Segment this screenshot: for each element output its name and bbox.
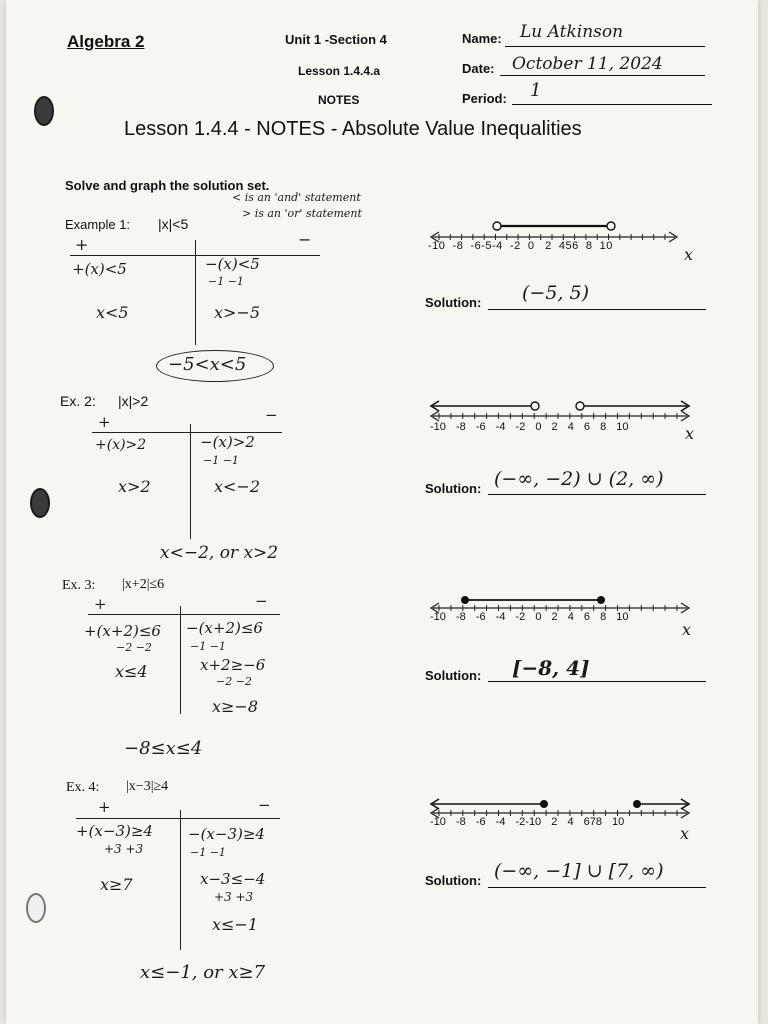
example-4-axis-var: x [680,824,690,843]
period-underline [512,104,712,105]
axis-label: 2 [551,421,558,433]
example-3-combined: −8≤x≤4 [124,738,203,759]
example-1-right-step-2: −1 −1 [208,275,244,288]
example-1-problem: |x|<5 [158,216,189,232]
example-3-left-step-2: −2 −2 [116,641,152,654]
period-value: 1 [530,80,542,101]
course-title: Algebra 2 [67,32,145,51]
example-4-table-vline [180,810,181,950]
axis-label: -10 [430,421,446,433]
example-2-label: Ex. 2: [60,393,96,409]
example-2-problem: |x|>2 [118,393,149,409]
instruction: Solve and graph the solution set. [65,178,270,193]
example-2-axis-labels [430,421,690,433]
example-3-solution-underline [488,681,706,682]
example-1-solution: (−5, 5) [522,282,590,304]
example-1-note-or: > is an 'or' statement [242,207,362,220]
axis-label: 4 [567,421,574,433]
axis-label: 0 [535,611,542,623]
example-3-table-vline [180,606,181,714]
example-2-combined: x<−2, or x>2 [160,543,279,563]
example-1-axis-var: x [684,245,694,264]
axis-label: 10 [599,240,613,252]
example-4-problem: |x−3|≥4 [126,779,169,794]
name-underline [505,46,705,47]
axis-label: -6 [475,421,486,433]
example-1-label: Example 1: [65,217,131,232]
example-1-axis-labels [428,240,688,252]
axis-label: -4 [495,421,506,433]
axis-label: 10 [616,421,629,433]
axis-label: 10 [616,611,629,623]
example-1-solution-underline [488,309,706,310]
axis-label: 6 [583,421,591,433]
axis-label: -2-10 [515,816,542,828]
example-4-table-hline [76,818,280,819]
axis-label: -6 [475,816,486,828]
example-1-table-vline [195,240,196,345]
axis-label: -10 [430,611,446,623]
axis-label: -8 [455,421,466,433]
example-2-solution: (−∞, −2) ∪ (2, ∞) [494,468,664,490]
axis-label: 678 [583,816,602,828]
example-4-solution-label: Solution: [425,873,482,888]
example-3-right-step-5: x≥−8 [212,697,259,716]
example-2-solution-underline [488,494,706,495]
example-1-plus: + [75,235,89,254]
axis-label: 6 [583,611,591,623]
example-1-note-and: < is an 'and' statement [232,191,361,204]
doc-type: NOTES [318,93,360,107]
axis-label: 2 [551,611,558,623]
example-2-plus: + [98,413,111,431]
axis-label: 10 [612,816,625,828]
example-2-axis-var: x [685,424,695,443]
example-3-solution: [−8, 4] [512,656,590,680]
example-1-right-step-3: x>−5 [214,303,261,322]
example-1-left-step-1: +(x)<5 [72,260,127,278]
example-3-right-step-4: −2 −2 [216,675,252,688]
axis-label: -10 [430,816,446,828]
axis-label: 8 [585,240,593,252]
date-underline [500,75,705,76]
example-3-solution-label: Solution: [425,668,482,683]
axis-label: -8 [452,240,464,252]
example-2-solution-label: Solution: [425,481,482,496]
example-2-left-step-1: +(x)>2 [95,437,147,453]
axis-label: -2 [509,240,521,252]
example-4-left-step-1: +(x−3)≥4 [76,822,153,840]
period-label: Period: [462,91,507,106]
axis-label: -8 [455,611,466,623]
name-label: Name: [462,31,502,46]
example-4-right-step-1: −(x−3)≥4 [188,825,265,843]
example-2-minus: − [265,406,278,424]
axis-label: 0 [535,421,542,433]
axis-label: 2 [545,240,552,252]
example-3-problem: |x+2|≤6 [122,577,165,592]
example-1-right-step-1: −(x)<5 [205,255,260,273]
example-4-minus: − [258,796,271,814]
example-4-plus: + [98,798,111,816]
example-3-right-step-1: −(x+2)≤6 [186,619,263,637]
binder-hole-middle [30,488,50,518]
example-3-axis-var: x [682,620,692,639]
axis-label: 0 [527,240,535,252]
axis-label: -6 [475,611,486,623]
example-4-solution: (−∞, −1] ∪ [7, ∞) [494,860,664,882]
lesson-title: Lesson 1.4.4 - NOTES - Absolute Value Inequalities [124,118,582,140]
example-4-right-step-3: x−3≤−4 [200,870,266,888]
axis-label: -2 [515,421,526,433]
example-2-table-vline [190,424,191,539]
axis-label: -4 [495,611,506,623]
lesson-code: Lesson 1.4.4.a [298,64,381,78]
example-4-label: Ex. 4: [66,780,100,795]
axis-label: -6-5-4 [470,240,503,252]
example-3-right-step-2: −1 −1 [190,640,226,653]
example-3-table-hline [88,614,280,615]
axis-label: -2 [515,611,526,623]
example-4-right-step-4: +3 +3 [214,890,254,904]
unit-label: Unit 1 -Section 4 [285,32,387,47]
example-4-right-step-5: x≤−1 [212,915,259,934]
name-value: Lu Atkinson [520,22,624,42]
example-4-solution-underline [488,887,706,888]
axis-label: -10 [428,240,446,252]
example-4-left-step-2: +3 +3 [104,842,144,856]
axis-label: 8 [600,611,607,623]
example-3-left-step-3: x≤4 [115,662,148,681]
example-2-right-step-3: x<−2 [214,477,261,496]
example-1-minus: − [298,230,312,249]
example-4-left-step-3: x≥7 [100,875,133,894]
axis-label: 4 [567,611,574,623]
example-3-plus: + [94,595,107,613]
axis-label: 4 [567,816,574,828]
date-label: Date: [462,61,495,76]
binder-hole-top [34,96,54,126]
example-3-left-step-1: +(x+2)≤6 [84,622,161,640]
example-3-number-line [425,590,710,630]
axis-label: -4 [495,816,506,828]
example-1-left-step-2: x<5 [96,303,129,322]
example-2-right-step-2: −1 −1 [203,454,239,467]
example-4-right-step-2: −1 −1 [190,846,226,859]
example-2-right-step-1: −(x)>2 [200,433,255,451]
example-4-axis-labels [430,816,692,828]
example-3-label: Ex. 3: [62,578,96,593]
axis-label: -8 [455,816,466,828]
axis-label: 2 [551,816,558,828]
example-3-axis-labels [430,611,690,623]
example-1-combined: −5<x<5 [168,354,247,375]
example-2-left-step-2: x>2 [118,477,151,496]
example-1-solution-label: Solution: [425,295,482,310]
binder-hole-bottom [26,893,46,923]
axis-label: 456 [558,240,579,252]
example-3-minus: − [255,592,268,610]
example-3-right-step-3: x+2≥−6 [200,656,266,674]
date-value: October 11, 2024 [512,54,663,74]
axis-label: 8 [600,421,607,433]
example-4-combined: x≤−1, or x≥7 [140,962,266,983]
